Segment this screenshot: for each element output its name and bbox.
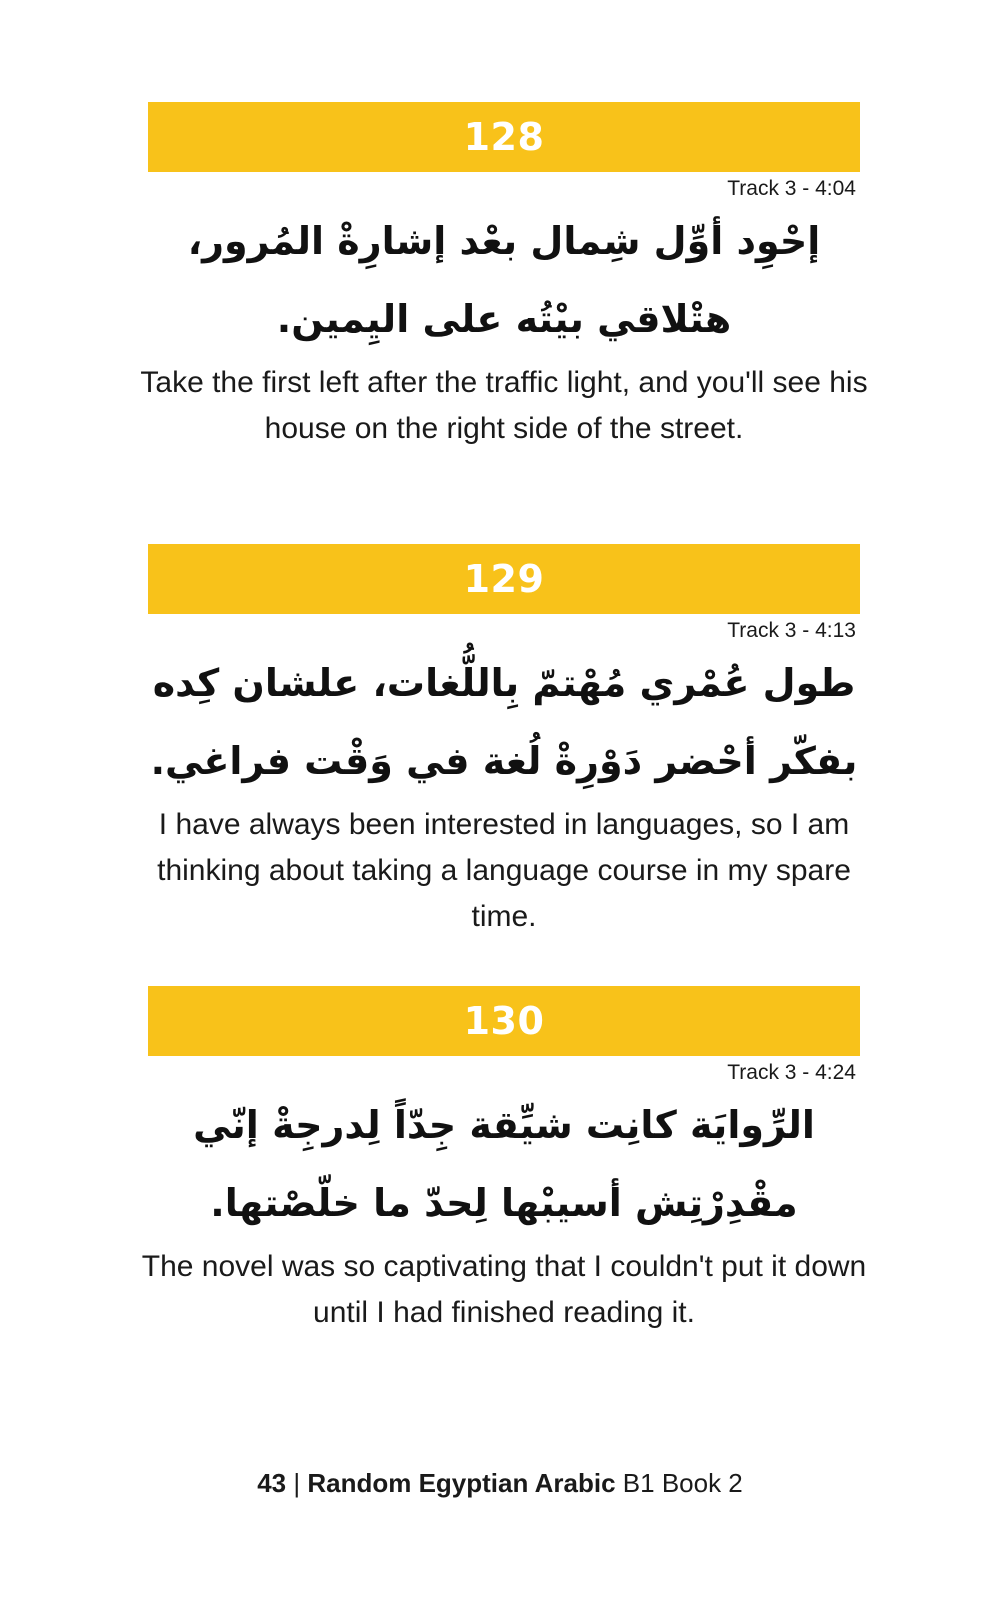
book-title: Random Egyptian Arabic <box>307 1468 616 1498</box>
arabic-sentence: طول عُمْري مُهْتمّ بِاللُّغات، علشان كِده بفكّر أحْضر دَوْرِةْ لُغة في وَقْت فراغي. <box>150 661 858 783</box>
entry-number-banner: 130 <box>148 986 860 1056</box>
page-number: 43 <box>257 1468 287 1498</box>
entry-number-banner: 128 <box>148 102 860 172</box>
arabic-sentence: الرِّوايَة كانِت شيِّقة جِدّاً لِدرجِةْ إنّي مقْدِرْتِش أسيبْها لِحدّ ما خلّصْتها. <box>193 1103 815 1225</box>
entry-130 <box>141 986 867 1336</box>
english-translation: The novel was so captivating that I couldn't put it down until I had finished reading it. <box>141 1250 867 1329</box>
track-timestamp: Track 3 - 4:13 <box>727 619 856 642</box>
entry-129 <box>148 544 860 940</box>
entry-128 <box>140 102 868 452</box>
english-translation: Take the first left after the traffic light, and you'll see his house on the right side of the street. <box>140 366 868 445</box>
arabic-sentence: إحْوِد أوِّل شِمال بعْد إشارِةْ المُرور، هتْلاقي بيْتُه على اليِمين. <box>187 219 821 341</box>
english-translation: I have always been interested in languages, so I am thinking about taking a language course in my spare time. <box>157 808 851 933</box>
entry-number-banner: 129 <box>148 544 860 614</box>
page-footer <box>0 1466 1000 1500</box>
track-timestamp: Track 3 - 4:04 <box>727 177 856 200</box>
book-subtitle: B1 Book 2 <box>622 1468 743 1498</box>
track-timestamp: Track 3 - 4:24 <box>727 1061 856 1084</box>
footer-separator: | <box>293 1468 301 1498</box>
